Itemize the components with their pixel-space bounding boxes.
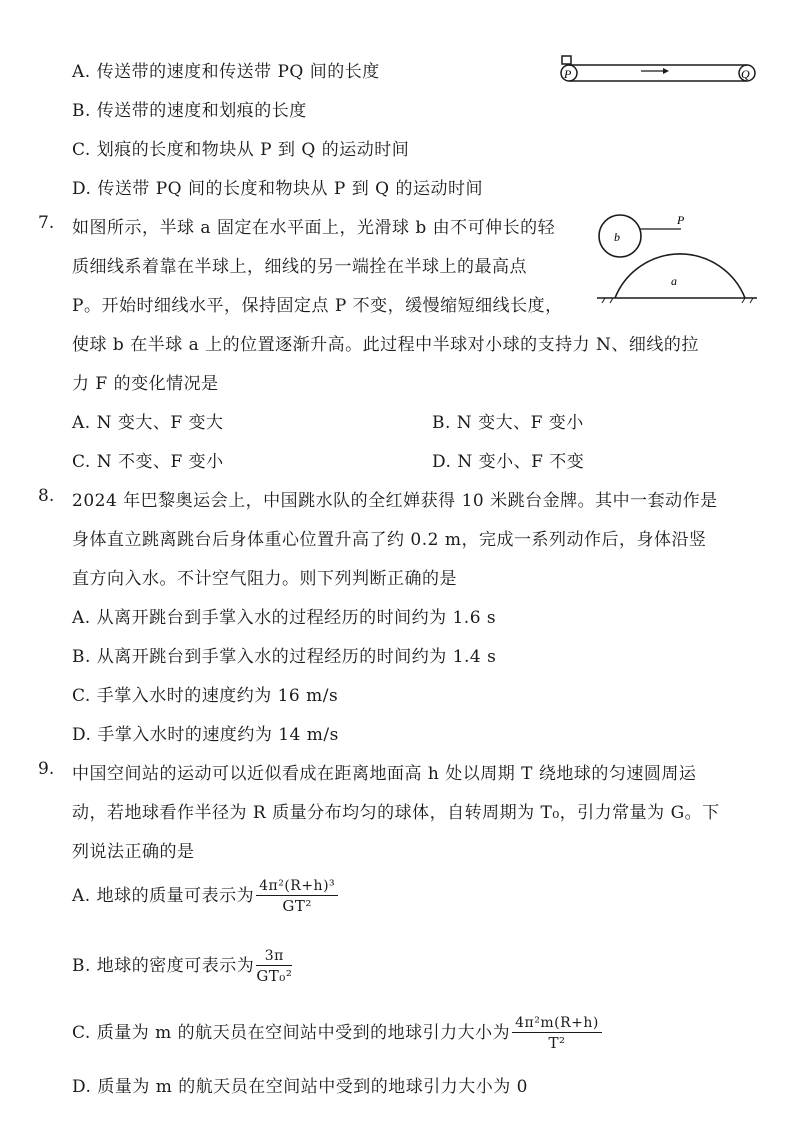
q7-option-c: C. N 不变、F 变小 bbox=[72, 452, 224, 472]
q9-option-a-text: A. 地球的质量可表示为 bbox=[72, 886, 255, 906]
formula-denominator: T² bbox=[548, 1034, 566, 1052]
q9-option-d: D. 质量为 m 的航天员在空间站中受到的地球引力大小为 0 bbox=[72, 1077, 528, 1097]
q9-option-b bbox=[72, 948, 292, 985]
q7-stem-line-1: 如图所示，半球 a 固定在水平面上，光滑球 b 由不可伸长的轻 bbox=[72, 218, 556, 238]
formula-denominator: GT₀² bbox=[256, 967, 293, 985]
q6-option-d: D. 传送带 PQ 间的长度和物块从 P 到 Q 的运动时间 bbox=[72, 179, 484, 199]
q9-option-b-formula bbox=[256, 948, 292, 985]
q6-option-a: A. 传送带的速度和传送带 PQ 间的长度 bbox=[72, 62, 380, 82]
fig-label-a: a bbox=[671, 274, 677, 288]
q6-option-b: B. 传送带的速度和划痕的长度 bbox=[72, 101, 307, 121]
q6-option-c: C. 划痕的长度和物块从 P 到 Q 的运动时间 bbox=[72, 140, 410, 160]
q8-option-b: B. 从离开跳台到手掌入水的过程经历的时间约为 1.4 s bbox=[72, 647, 497, 667]
conveyor-belt-figure bbox=[556, 54, 762, 94]
q7-option-a: A. N 变大、F 变大 bbox=[72, 413, 224, 433]
q9-stem-line-3: 列说法正确的是 bbox=[72, 842, 195, 862]
formula-numerator: 4π²(R+h)³ bbox=[256, 878, 338, 896]
q9-option-a bbox=[72, 878, 338, 915]
fig-label-b: b bbox=[614, 230, 620, 244]
formula-denominator: GT² bbox=[282, 897, 312, 915]
fig-label-p: P bbox=[564, 67, 572, 81]
q9-option-c bbox=[72, 1015, 602, 1052]
q8-stem-line-1: 2024 年巴黎奥运会上，中国跳水队的全红婵获得 10 米跳台金牌。其中一套动作是 bbox=[72, 491, 718, 511]
q9-option-a-formula bbox=[256, 878, 338, 915]
formula-numerator: 3π bbox=[256, 948, 292, 966]
q8-stem-line-2: 身体直立跳离跳台后身体重心位置升高了约 0.2 m，完成一系列动作后，身体沿竖 bbox=[72, 530, 707, 550]
q7-stem-line-2: 质细线系着靠在半球上，细线的另一端拴在半球上的最高点 bbox=[72, 257, 527, 277]
q9-stem-line-2: 动，若地球看作半径为 R 质量分布均匀的球体，自转周期为 T₀，引力常量为 G。下 bbox=[72, 803, 720, 823]
q9-number: 9. bbox=[38, 759, 55, 779]
q9-option-c-text: C. 质量为 m 的航天员在空间站中受到的地球引力大小为 bbox=[72, 1023, 511, 1043]
q9-option-b-text: B. 地球的密度可表示为 bbox=[72, 956, 255, 976]
q7-option-b: B. N 变大、F 变小 bbox=[432, 413, 584, 433]
q7-number: 7. bbox=[38, 213, 55, 233]
formula-numerator: 4π²m(R+h) bbox=[512, 1015, 602, 1033]
q7-option-d: D. N 变小、F 不变 bbox=[432, 452, 585, 472]
q7-stem-line-3: P。开始时细线水平，保持固定点 P 不变，缓慢缩短细线长度， bbox=[72, 296, 563, 316]
q8-number: 8. bbox=[38, 486, 55, 506]
hemisphere-figure bbox=[595, 205, 765, 305]
q9-stem-line-1: 中国空间站的运动可以近似看成在距离地面高 h 处以周期 T 绕地球的匀速圆周运 bbox=[72, 764, 697, 784]
q7-stem-line-4: 使球 b 在半球 a 上的位置逐渐升高。此过程中半球对小球的支持力 N、细线的拉 bbox=[72, 335, 699, 355]
q9-option-c-formula bbox=[512, 1015, 602, 1052]
q8-stem-line-3: 直方向入水。不计空气阻力。则下列判断正确的是 bbox=[72, 569, 457, 589]
fig-label-q: Q bbox=[741, 67, 750, 81]
fig-label-p: P bbox=[677, 213, 685, 227]
q8-option-d: D. 手掌入水时的速度约为 14 m/s bbox=[72, 725, 339, 745]
q8-option-c: C. 手掌入水时的速度约为 16 m/s bbox=[72, 686, 339, 706]
q7-stem-line-5: 力 F 的变化情况是 bbox=[72, 374, 219, 394]
q8-option-a: A. 从离开跳台到手掌入水的过程经历的时间约为 1.6 s bbox=[72, 608, 497, 628]
